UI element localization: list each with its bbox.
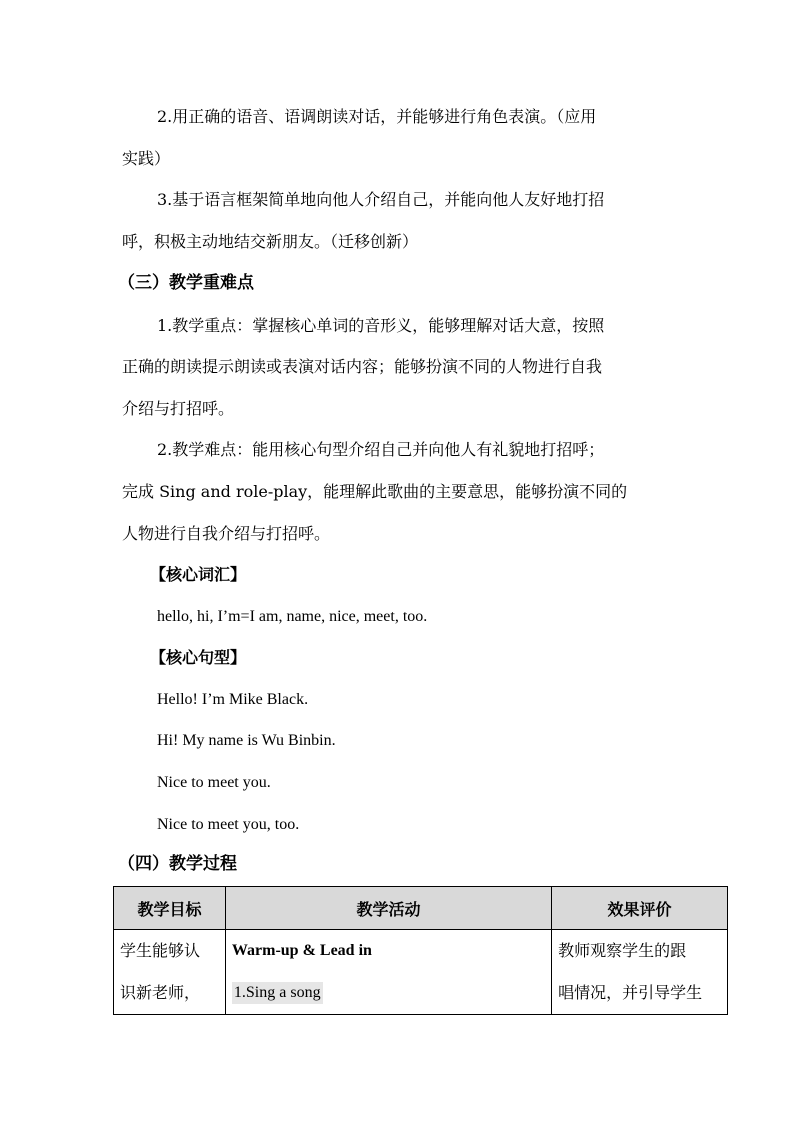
objective-item-3-line-2: 呼，积极主动地结交新朋友。（迁移创新） — [122, 232, 419, 251]
evaluation-text-line: 教师观察学生的跟 — [558, 941, 687, 960]
evaluation-cell — [552, 930, 728, 1015]
activity-item: 1.Sing a song — [232, 982, 323, 1004]
core-pattern-sentence: Nice to meet you, too. — [157, 816, 300, 833]
goal-text-line: 识新老师， — [120, 983, 201, 1002]
goal-text-line: 学生能够认 — [120, 941, 201, 960]
core-pattern-sentence: Hi! My name is Wu Binbin. — [157, 732, 336, 749]
goal-cell — [114, 930, 226, 1015]
teaching-process-table — [113, 886, 728, 1015]
evaluation-text-line: 唱情况，并引导学生 — [558, 983, 703, 1002]
objective-item-2-line-1: 2.用正确的语音、语调朗读对话，并能够进行角色表演。（应用 — [157, 107, 597, 126]
column-header-evaluation: 效果评价 — [552, 887, 728, 930]
difficult-point-line-3: 人物进行自我介绍与打招呼。 — [122, 524, 331, 543]
key-point-line-2: 正确的朗读提示朗读或表演对话内容；能够扮演不同的人物进行自我 — [122, 357, 603, 376]
key-point-line-1: 1.教学重点：掌握核心单词的音形义，能够理解对话大意，按照 — [157, 316, 605, 335]
core-patterns-title: 【核心句型】 — [150, 648, 247, 667]
activity-title: Warm-up & Lead in — [231, 942, 372, 959]
core-vocabulary-title: 【核心词汇】 — [150, 565, 247, 584]
objective-item-2-line-2: 实践） — [122, 149, 171, 168]
objective-item-3-line-1: 3.基于语言框架简单地向他人介绍自己，并能向他人友好地打招 — [157, 190, 605, 209]
core-pattern-sentence: Nice to meet you. — [157, 774, 271, 791]
table-row — [114, 930, 728, 1015]
activity-cell — [225, 930, 551, 1015]
core-pattern-sentence: Hello! I’m Mike Black. — [157, 691, 309, 708]
core-vocabulary-list: hello, hi, I’m=I am, name, nice, meet, too. — [157, 608, 428, 625]
difficult-point-line-2: 完成 Sing and role-play，能理解此歌曲的主要意思，能够扮演不同的 — [122, 482, 628, 501]
difficult-point-line-1: 2.教学难点：能用核心句型介绍自己并向他人有礼貌地打招呼； — [157, 440, 605, 459]
section-4-heading: （四）教学过程 — [118, 854, 237, 874]
key-point-line-3: 介绍与打招呼。 — [122, 399, 235, 418]
column-header-activity: 教学活动 — [225, 887, 551, 930]
section-3-heading: （三）教学重难点 — [118, 273, 254, 293]
column-header-goal: 教学目标 — [114, 887, 226, 930]
